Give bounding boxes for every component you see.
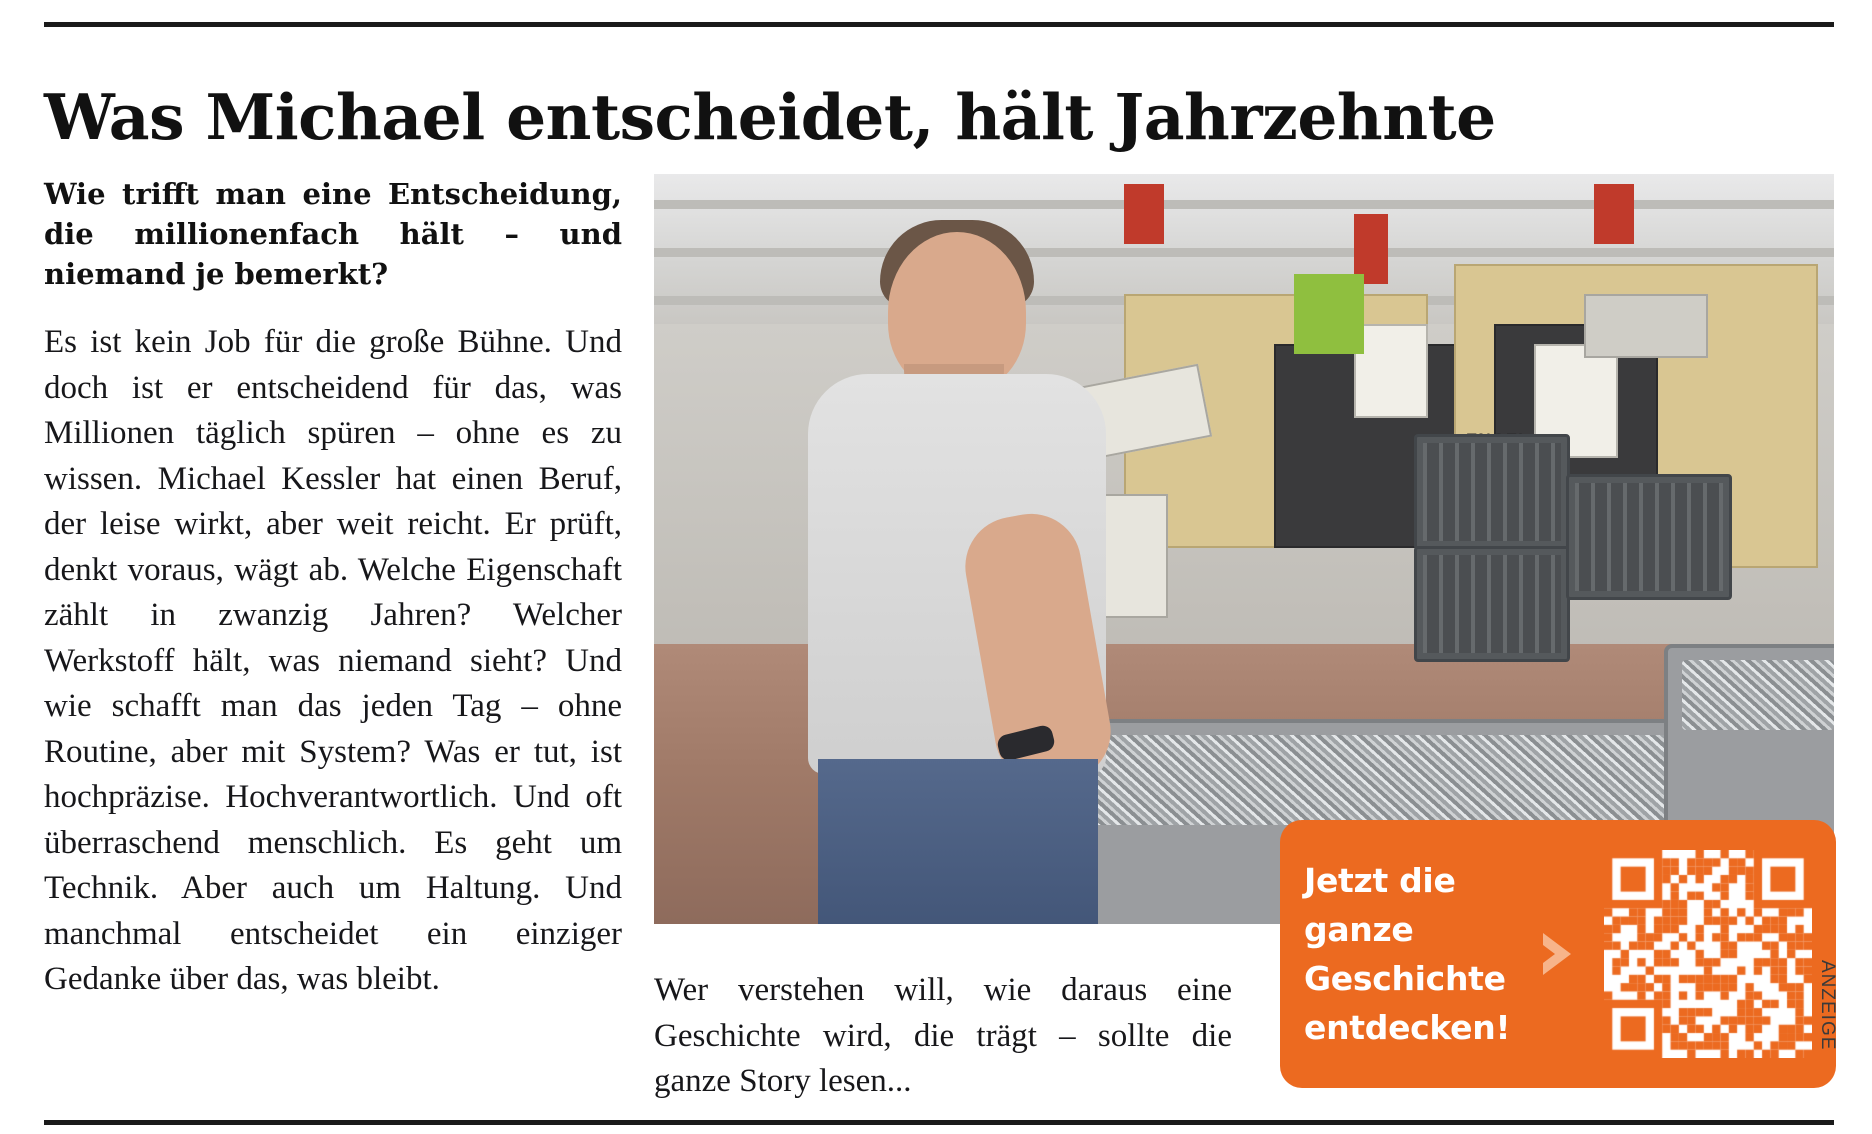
top-divider [44, 22, 1834, 27]
ad-label: ANZEIGE [1817, 960, 1838, 1051]
photo-green-bag [1294, 274, 1364, 354]
photo-worker-jeans [818, 759, 1098, 924]
cta-line-2: ganze [1304, 910, 1414, 949]
cta-line-1: Jetzt die [1304, 861, 1456, 900]
cta-banner[interactable] [1280, 820, 1836, 1088]
chevron-right-icon [1536, 928, 1592, 980]
cta-text [1304, 856, 1524, 1052]
qr-code-icon[interactable] [1604, 850, 1812, 1058]
page-title: Was Michael entscheidet, hält Jahrzehnte [44, 80, 1496, 155]
photo-crate [1414, 434, 1570, 550]
photo-worker [784, 214, 1114, 924]
article-left-column [44, 174, 622, 1003]
photo-plastic-parts [1682, 660, 1834, 730]
photo-ceiling-beam [654, 200, 1834, 209]
photo-crate [1414, 546, 1570, 662]
photo-roller [1584, 294, 1708, 358]
cta-line-3: Geschichte [1304, 959, 1506, 998]
article-lede: Wie trifft man eine Entscheidung, die millionenfach hält – und niemand je bemerkt? [44, 177, 622, 291]
photo-scene [654, 174, 1834, 924]
photo-control-panel [1354, 324, 1428, 418]
photo-crane-hoist [1594, 184, 1634, 244]
article-body: Es ist kein Job für die große Bühne. Und doch ist er entscheidend für das, was Millionen täglich spüren – ohne es zu wissen. Michael Kessler hat einen Beruf, der leise wirkt, aber weit reicht. Er prüft, denkt voraus, wägt ab. Welche Eigenschaft zählt in zwanzig Jahren? Welcher Werkstoff hält, was niemand sieht? Und wie schafft man das jeden Tag – ohne Routine, aber mit System? Was er tut, ist hochpräzise. Hochverantwortlich. Und oft überraschend menschlich. Es geht um Technik. Aber auch um Haltung. Und manchmal entscheidet ein einziger Gedanke über das, was bleibt. [44, 324, 622, 997]
photo-crate [1566, 474, 1732, 600]
bottom-divider [44, 1120, 1834, 1125]
cta-line-4: entdecken! [1304, 1008, 1511, 1047]
photo-crane-hoist [1124, 184, 1164, 244]
photo-caption: Wer verstehen will, wie daraus eine Geschichte wird, die trägt – sollte die ganze Story lesen... [654, 972, 1232, 1099]
article-photo [654, 174, 1834, 924]
